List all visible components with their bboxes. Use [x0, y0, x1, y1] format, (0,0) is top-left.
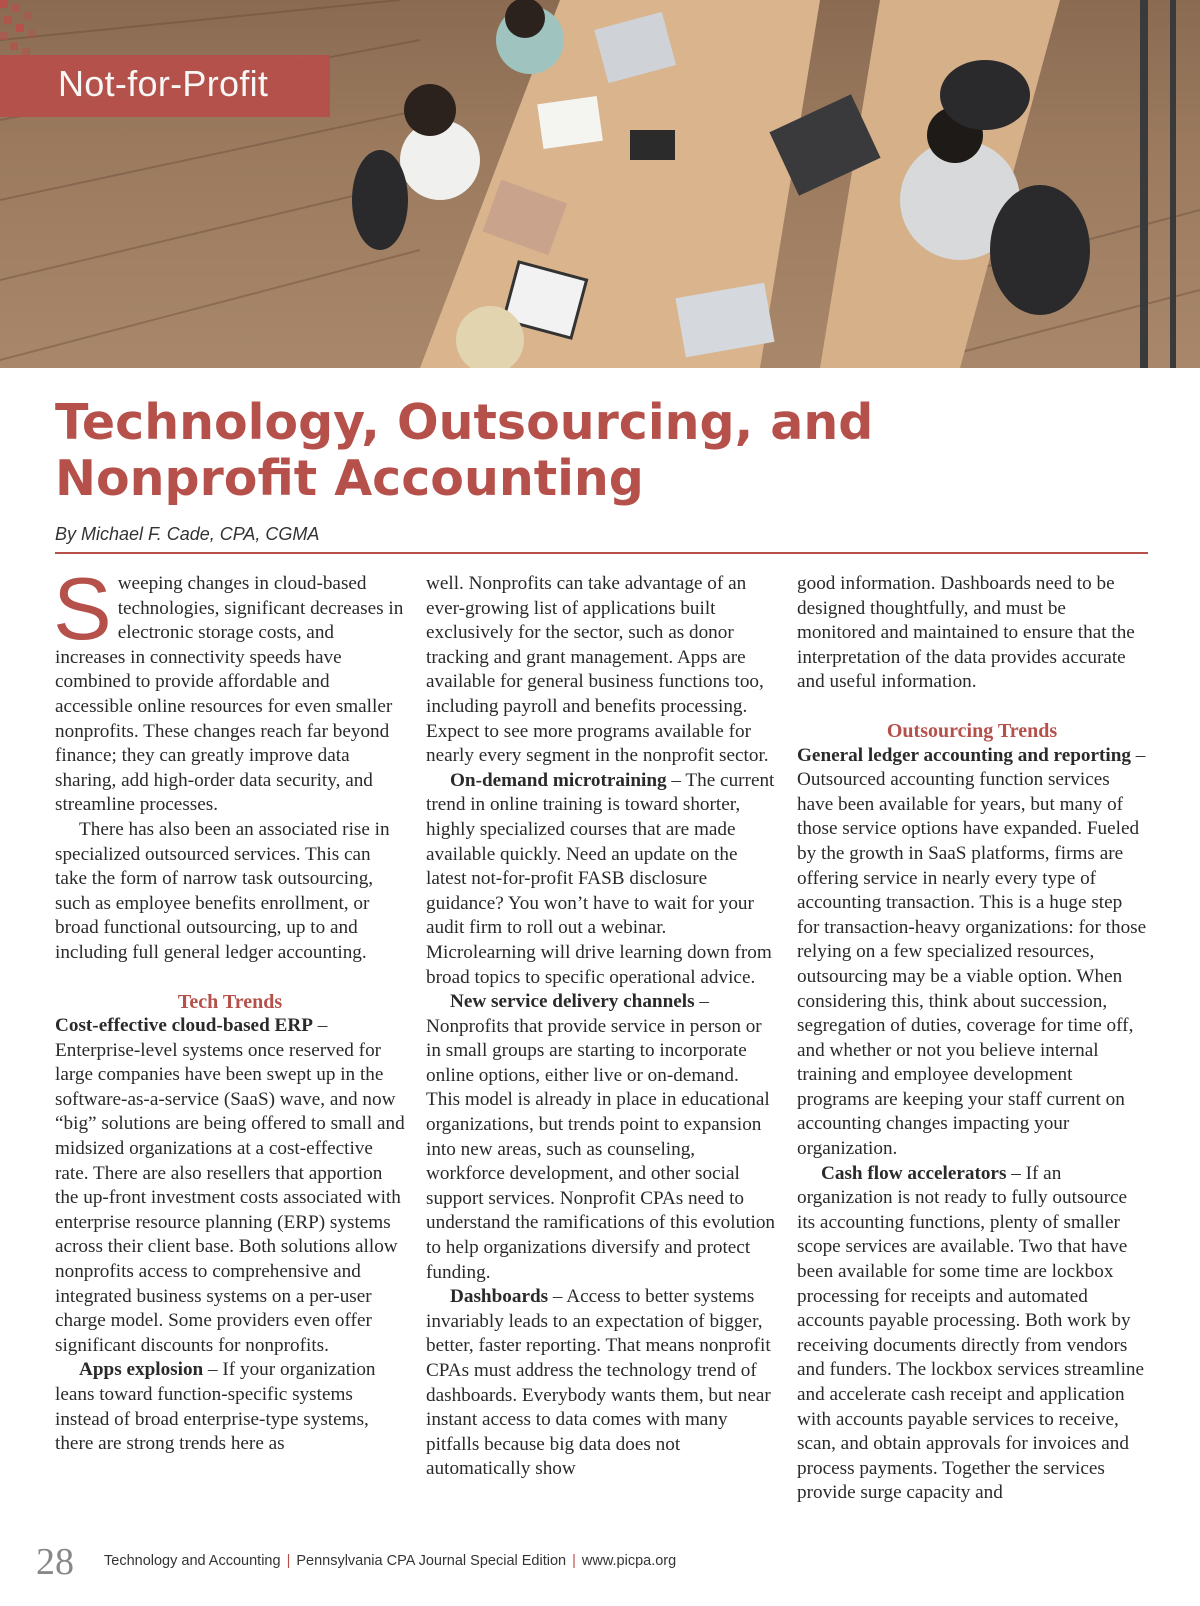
lead-in: General ledger accounting and reporting [797, 744, 1131, 766]
column-2 [426, 572, 776, 1482]
article-title [55, 395, 955, 507]
footer-separator: | [286, 1553, 291, 1569]
paragraph-text: – Outsourced accounting function services have been available for years, but many of those service options have expanded. Fueled by the growth in SaaS platforms, firms are offering service in nearly every type of accounting transaction. This is a huge step for transaction-heavy organizations: for those relying on a few specialized resources, outsourcing may be a viable option. When considering this, think about succession, segregation of duties, coverage for time off, and whether or not you believe internal training and employee development programs are keeping your staff current on accounting changes impacting your organization. [797, 744, 1147, 1160]
lead-in: Dashboards [450, 1286, 549, 1308]
paragraph [55, 1014, 405, 1358]
paragraph [55, 1358, 405, 1456]
subhead-tech-trends: Tech Trends [177, 990, 283, 1013]
paragraph [426, 1285, 776, 1482]
intro-text: weeping changes in cloud-based technologies, significant decreases in electronic storage costs, and increases in connectivity speeds have combined to provide affordable and accessible online resources for even smaller nonprofits. These changes reach far beyond finance; they can greatly improve data sharing, add high-order data security, and streamline processes. [55, 573, 404, 816]
lead-in: New service delivery channels [450, 991, 695, 1013]
lead-in: Apps explosion [79, 1359, 204, 1381]
column-1 [53, 559, 405, 1457]
lead-in: Cash flow accelerators [821, 1162, 1007, 1184]
section-tag [0, 55, 330, 117]
title-line-2: Nonprofit Accounting [55, 450, 644, 507]
subhead-outsourcing-trends: Outsourcing Trends [886, 719, 1058, 742]
footer-journal: Pennsylvania CPA Journal Special Edition [296, 1553, 567, 1569]
paragraph: well. Nonprofits can take advantage of an ever-growing list of applications built exclusively for the sector, such as donor tracking and grant management. Apps are available for general business functions too, including payroll and benefits processing. Expect to see more programs available for nearly every segment in the nonprofit sector. [426, 573, 769, 767]
paragraph [797, 744, 1147, 1162]
paragraph-text: – The current trend in online training is toward shorter, highly specialized courses that are made available quickly. Need an update on the latest not-for-profit FASB disclosure guidance? You won’t have to wait for your audit firm to roll out a webinar. Microlearning will drive learning down from broad topics to specific operational advice. [426, 769, 775, 988]
page-number: 28 [36, 1541, 74, 1583]
footer-credit [104, 1553, 676, 1569]
drop-cap: S [53, 559, 112, 658]
column-3 [797, 572, 1147, 1506]
paragraph-text: – Access to better systems invariably leads to an expectation of bigger, better, faster reporting. That means nonprofit CPAs must address the technology trend of dashboards. Everybody wants them, but near instant access to data comes with many pitfalls because big data does not automatically show [426, 1286, 771, 1480]
paragraph [797, 1162, 1147, 1506]
title-line-1: Technology, Outsourcing, and [55, 394, 874, 451]
lead-in: Cost-effective cloud-based ERP [55, 1015, 313, 1037]
paragraph-text: – If an organization is not ready to fully outsource its accounting functions, plenty of smaller scope services are available. Two that have been available for some time are lockbox processing for receipts and automated accounts payable processing. Both work by receiving documents directly from vendors and funders. The lockbox services streamline and accelerate cash receipt and application with accounts payable services to receive, scan, and obtain approvals for invoices and process payments. Together the services provide surge capacity and [797, 1162, 1145, 1504]
paragraph [426, 769, 776, 990]
paragraph-text: – Enterprise-level systems once reserved for large companies have been swept up in the software-as-a-service (SaaS) wave, and now “big” solutions are being offered to small and midsized organizations at a cost-effective rate. There are also resellers that apportion the up-front investment costs associated with enterprise resource planning (ERP) systems across their client base. Both solutions allow nonprofits access to comprehensive and integrated business systems on a per-user charge model. Some providers even offer significant discounts for nonprofits. [55, 1015, 405, 1356]
paragraph-text: – Nonprofits that provide service in person or in small groups are starting to incorporate online options, either live or on-demand. This model is already in place in educational organizations, but trends point to expansion into new areas, such as counseling, workforce development, and other social support services. Nonprofit CPAs need to understand the ramifications of this evolution to help organizations diversify and protect funding. [426, 991, 776, 1283]
title-divider [55, 552, 1148, 554]
footer-url[interactable]: www.picpa.org [581, 1553, 677, 1569]
footer-separator: | [572, 1553, 576, 1569]
byline: By Michael F. Cade, CPA, CGMA [55, 524, 320, 544]
section-label: Not-for-Profit [58, 63, 269, 104]
footer-publication: Technology and Accounting [104, 1553, 281, 1569]
paragraph: good information. Dashboards need to be designed thoughtfully, and must be monitored and maintained to ensure that the interpretation of the data provides accurate and useful information. [797, 573, 1135, 693]
lead-in: On-demand microtraining [450, 769, 667, 791]
intro-paragraph [53, 559, 405, 818]
pixel-accent-icon [0, 0, 40, 60]
paragraph-text: – If your organization leans toward function-specific systems instead of broad enterprise-type systems, there are strong trends here as [55, 1359, 376, 1455]
hero-photo [0, 0, 1200, 368]
paragraph: There has also been an associated rise in specialized outsourced services. This can take the form of narrow task outsourcing, such as employee benefits enrollment, or broad functional outsourcing, up to and including full general ledger accounting. [55, 818, 390, 963]
paragraph [426, 990, 776, 1285]
